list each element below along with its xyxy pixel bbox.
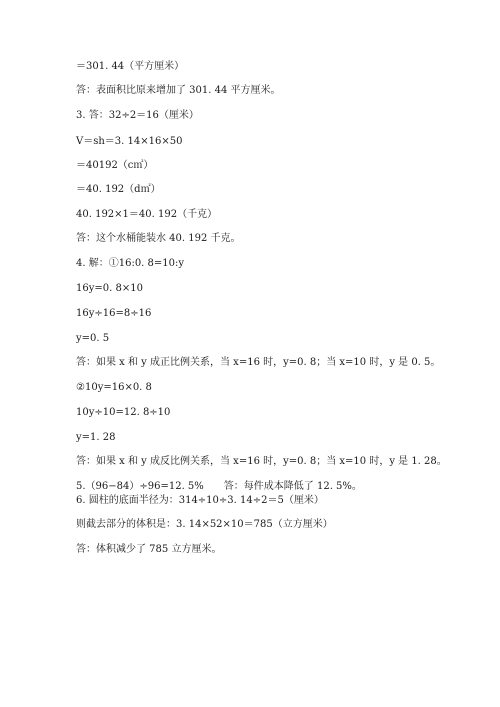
text-line: 则截去部分的体积是：3. 14×52×10＝785（立方厘米） (76, 519, 333, 530)
text-line: 6. 圆柱的底面半径为：314÷10÷3. 14÷2＝5（厘米） (76, 495, 324, 506)
text-line: ＝40. 192（d㎡） (76, 184, 161, 195)
text-line: 10y÷10=12. 8÷10 (76, 407, 171, 418)
text-line: 答：如果 x 和 y 成反比例关系，当 x=16 时，y=0. 8；当 x=10 时，y 是 1. 28。 (76, 456, 447, 467)
text-line: 答：这个水桶能装水 40. 192 千克。 (76, 233, 241, 244)
text-line: 16y=0. 8×10 (76, 283, 143, 294)
text-line: 5.（96−84）÷96=12. 5% 答：每件成本降低了 12. 5%。 (76, 481, 362, 492)
text-line: V＝sh＝3. 14×16×50 (76, 136, 183, 147)
text-line: ②10y=16×0. 8 (76, 382, 152, 393)
text-line: 3. 答：32÷2＝16（厘米） (76, 110, 199, 121)
text-line: 答：如果 x 和 y 成正比例关系，当 x=16 时，y=0. 8；当 x=10 时，y 是 0. 5。 (76, 357, 441, 368)
text-line: y=1. 28 (76, 432, 116, 443)
text-line: 16y÷16=8÷16 (76, 308, 152, 319)
text-line: 4. 解：①16:0. 8=10:y (76, 258, 185, 269)
text-line: 40. 192×1＝40. 192（千克） (76, 209, 218, 220)
text-line: 答：表面积比原来增加了 301. 44 平方厘米。 (76, 85, 281, 96)
text-line: 答：体积减少了 785 立方厘米。 (76, 544, 222, 555)
text-line: ＝40192（c㎡） (76, 160, 154, 171)
text-line: y=0. 5 (76, 333, 110, 344)
text-line: ＝301. 44（平方厘米） (76, 61, 185, 72)
